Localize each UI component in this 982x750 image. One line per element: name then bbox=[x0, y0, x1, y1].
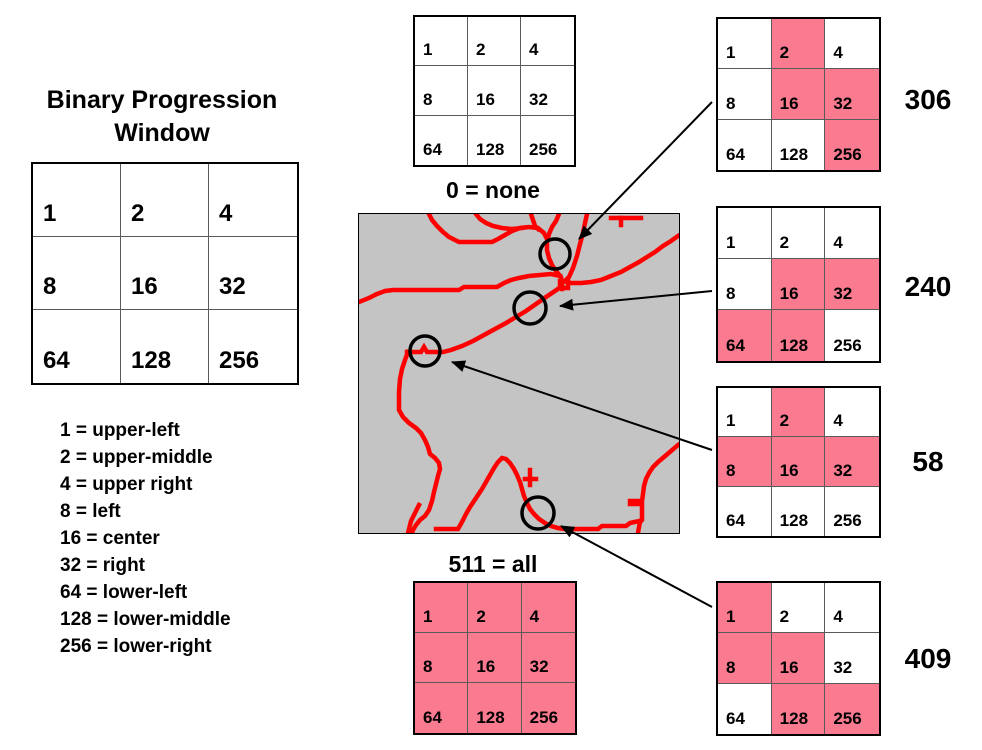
grid-cell-value: 64 bbox=[726, 144, 745, 164]
grid-cell-value: 32 bbox=[833, 284, 853, 303]
grid-cell-value: 256 bbox=[529, 139, 558, 159]
grid-cell-8 bbox=[718, 259, 772, 310]
grid-cell-2 bbox=[772, 583, 826, 633]
grid-cell-value: 4 bbox=[219, 200, 233, 227]
legend-item: 32 = right bbox=[60, 555, 145, 576]
grid-cell-8-highlighted bbox=[718, 437, 772, 486]
grid-cell-value: 16 bbox=[131, 273, 158, 300]
legend-item: 64 = lower-left bbox=[60, 582, 188, 603]
grid-cell-32 bbox=[825, 633, 879, 683]
grid-240 bbox=[716, 206, 881, 363]
grid-cell-32-highlighted bbox=[825, 259, 879, 310]
grid-409 bbox=[716, 581, 881, 736]
grid-cell-128 bbox=[468, 116, 521, 165]
grid-cell-16 bbox=[121, 237, 209, 310]
grid-cell-value: 256 bbox=[529, 708, 559, 727]
grid-cell-2-highlighted bbox=[772, 388, 826, 437]
grid-cell-value: 8 bbox=[423, 657, 433, 676]
grid-cell-value: 2 bbox=[779, 43, 790, 63]
grid-cell-value: 2 bbox=[779, 411, 790, 431]
grid-cell-value: 1 bbox=[423, 607, 433, 626]
grid-cell-64-highlighted bbox=[415, 683, 468, 733]
grid-cell-32-highlighted bbox=[522, 633, 575, 683]
grid-cell-64 bbox=[415, 116, 468, 165]
grid-cell-value: 256 bbox=[833, 708, 862, 728]
grid-cell-8 bbox=[718, 69, 772, 119]
raster-map-figure bbox=[359, 214, 679, 533]
grid-cell-2 bbox=[468, 17, 521, 66]
grid-cell-value: 4 bbox=[833, 607, 843, 627]
grid-cell-value: 16 bbox=[779, 657, 799, 677]
grid-cell-2 bbox=[121, 164, 209, 237]
value-label-409: 409 bbox=[904, 643, 952, 674]
grid-cell-4 bbox=[209, 164, 297, 237]
map-sample-circle bbox=[522, 497, 554, 529]
grid-cell-1 bbox=[718, 388, 772, 437]
grid-cell-256-highlighted bbox=[522, 683, 575, 733]
grid-cell-1 bbox=[415, 17, 468, 66]
caption-0-none: 0 = none bbox=[446, 177, 540, 203]
grid-0-none bbox=[413, 15, 576, 167]
grid-cell-4 bbox=[825, 388, 879, 437]
grid-cell-value: 128 bbox=[131, 347, 172, 374]
grid-cell-64 bbox=[718, 684, 772, 734]
grid-cell-value: 2 bbox=[476, 607, 486, 626]
grid-cell-4-highlighted bbox=[522, 583, 575, 633]
legend-item: 256 = lower-right bbox=[60, 636, 212, 657]
map-red-line bbox=[359, 274, 560, 302]
grid-cell-16 bbox=[468, 66, 521, 115]
grid-cell-2-highlighted bbox=[468, 583, 521, 633]
grid-cell-value: 16 bbox=[476, 89, 495, 109]
grid-cell-value: 32 bbox=[529, 89, 548, 109]
grid-cell-value: 128 bbox=[476, 139, 505, 159]
grid-cell-value: 64 bbox=[726, 336, 745, 355]
grid-cell-128-highlighted bbox=[772, 310, 826, 361]
grid-cell-256 bbox=[825, 487, 879, 536]
value-label-306: 306 bbox=[904, 84, 952, 115]
grid-cell-value: 256 bbox=[833, 144, 862, 164]
grid-cell-value: 2 bbox=[131, 200, 145, 227]
grid-cell-value: 8 bbox=[726, 284, 736, 303]
grid-cell-value: 2 bbox=[779, 607, 790, 627]
grid-cell-value: 32 bbox=[529, 657, 549, 676]
grid-cell-value: 8 bbox=[726, 93, 736, 113]
grid-cell-2-highlighted bbox=[772, 19, 826, 69]
grid-cell-32-highlighted bbox=[825, 437, 879, 486]
grid-cell-value: 128 bbox=[779, 510, 809, 530]
grid-cell-128-highlighted bbox=[772, 684, 826, 734]
grid-306 bbox=[716, 17, 881, 172]
grid-cell-value: 256 bbox=[833, 510, 862, 530]
grid-cell-value: 4 bbox=[529, 607, 540, 626]
grid-cell-16-highlighted bbox=[772, 633, 826, 683]
map-sample-circle bbox=[540, 239, 570, 269]
grid-cell-value: 64 bbox=[726, 708, 745, 728]
legend-item: 128 = lower-middle bbox=[60, 609, 231, 630]
grid-cell-value: 1 bbox=[726, 43, 736, 63]
grid-cell-value: 32 bbox=[219, 273, 246, 300]
grid-cell-1 bbox=[718, 19, 772, 69]
legend-item: 16 = center bbox=[60, 528, 160, 549]
map-red-line bbox=[429, 214, 547, 242]
grid-58 bbox=[716, 386, 881, 538]
grid-cell-256 bbox=[521, 116, 574, 165]
grid-cell-32 bbox=[521, 66, 574, 115]
grid-cell-value: 256 bbox=[219, 347, 260, 374]
grid-cell-16-highlighted bbox=[772, 69, 826, 119]
grid-cell-1-highlighted bbox=[415, 583, 468, 633]
grid-cell-value: 16 bbox=[779, 93, 799, 113]
grid-cell-value: 32 bbox=[833, 657, 853, 677]
grid-cell-8 bbox=[415, 66, 468, 115]
grid-cell-value: 64 bbox=[423, 708, 442, 727]
grid-cell-value: 64 bbox=[43, 347, 70, 374]
raster-map bbox=[358, 213, 680, 534]
grid-cell-value: 16 bbox=[779, 460, 799, 480]
diagram-title bbox=[6, 84, 318, 150]
grid-cell-value: 128 bbox=[779, 336, 809, 355]
legend-item: 8 = left bbox=[60, 501, 121, 522]
grid-cell-value: 256 bbox=[833, 336, 862, 355]
grid-cell-value: 1 bbox=[43, 200, 57, 227]
grid-cell-128-highlighted bbox=[468, 683, 521, 733]
grid-cell-1-highlighted bbox=[718, 583, 772, 633]
grid-cell-1 bbox=[718, 208, 772, 259]
grid-cell-64 bbox=[718, 120, 772, 170]
grid-cell-value: 8 bbox=[43, 273, 57, 300]
map-red-line bbox=[436, 458, 639, 529]
value-label-240: 240 bbox=[904, 271, 952, 302]
grid-cell-32-highlighted bbox=[825, 69, 879, 119]
legend bbox=[60, 417, 231, 660]
diagram-title-line1: Binary Progression bbox=[46, 86, 278, 114]
grid-cell-256 bbox=[825, 310, 879, 361]
grid-cell-value: 16 bbox=[476, 657, 496, 676]
grid-cell-value: 64 bbox=[423, 139, 442, 159]
grid-cell-256 bbox=[209, 310, 297, 383]
grid-cell-64 bbox=[33, 310, 121, 383]
grid-cell-value: 8 bbox=[726, 657, 736, 677]
grid-cell-value: 8 bbox=[423, 89, 433, 109]
grid-cell-value: 64 bbox=[726, 510, 745, 530]
grid-cell-value: 128 bbox=[476, 708, 505, 727]
grid-cell-value: 4 bbox=[833, 411, 843, 431]
grid-cell-value: 16 bbox=[779, 284, 799, 303]
grid-cell-32 bbox=[209, 237, 297, 310]
grid-cell-value: 2 bbox=[779, 233, 790, 252]
grid-cell-value: 32 bbox=[833, 93, 853, 113]
grid-cell-8 bbox=[33, 237, 121, 310]
value-label-58: 58 bbox=[912, 446, 944, 477]
grid-cell-64 bbox=[718, 487, 772, 536]
caption-511-all: 511 = all bbox=[448, 551, 538, 577]
map-red-line bbox=[476, 214, 522, 229]
map-red-line bbox=[547, 214, 562, 289]
grid-cell-value: 1 bbox=[726, 233, 736, 252]
grid-cell-value: 4 bbox=[833, 233, 843, 252]
diagram-title-line2: Window bbox=[114, 119, 210, 147]
grid-cell-16-highlighted bbox=[468, 633, 521, 683]
grid-cell-8-highlighted bbox=[718, 633, 772, 683]
grid-cell-128 bbox=[772, 487, 826, 536]
grid-cell-value: 4 bbox=[833, 43, 843, 63]
grid-cell-128 bbox=[121, 310, 209, 383]
grid-511-all bbox=[413, 581, 577, 735]
grid-cell-16-highlighted bbox=[772, 437, 826, 486]
legend-item: 4 = upper right bbox=[60, 474, 193, 495]
grid-cell-value: 2 bbox=[476, 40, 486, 60]
grid-cell-64-highlighted bbox=[718, 310, 772, 361]
grid-cell-value: 1 bbox=[726, 411, 736, 431]
grid-cell-2 bbox=[772, 208, 826, 259]
grid-cell-4 bbox=[825, 583, 879, 633]
grid-cell-16-highlighted bbox=[772, 259, 826, 310]
legend-item: 2 = upper-middle bbox=[60, 447, 213, 468]
binary-window-grid bbox=[31, 162, 299, 385]
grid-cell-value: 1 bbox=[726, 607, 736, 627]
grid-cell-value: 4 bbox=[529, 40, 539, 60]
grid-cell-256-highlighted bbox=[825, 684, 879, 734]
grid-cell-value: 1 bbox=[423, 40, 433, 60]
grid-cell-value: 8 bbox=[726, 460, 736, 480]
grid-cell-value: 128 bbox=[779, 708, 809, 728]
grid-cell-value: 32 bbox=[833, 460, 853, 480]
grid-cell-128 bbox=[772, 120, 826, 170]
grid-cell-8-highlighted bbox=[415, 633, 468, 683]
grid-cell-4 bbox=[825, 19, 879, 69]
grid-cell-256-highlighted bbox=[825, 120, 879, 170]
legend-item: 1 = upper-left bbox=[60, 420, 180, 441]
grid-cell-4 bbox=[521, 17, 574, 66]
grid-cell-1 bbox=[33, 164, 121, 237]
grid-cell-value: 128 bbox=[779, 144, 809, 164]
grid-cell-4 bbox=[825, 208, 879, 259]
